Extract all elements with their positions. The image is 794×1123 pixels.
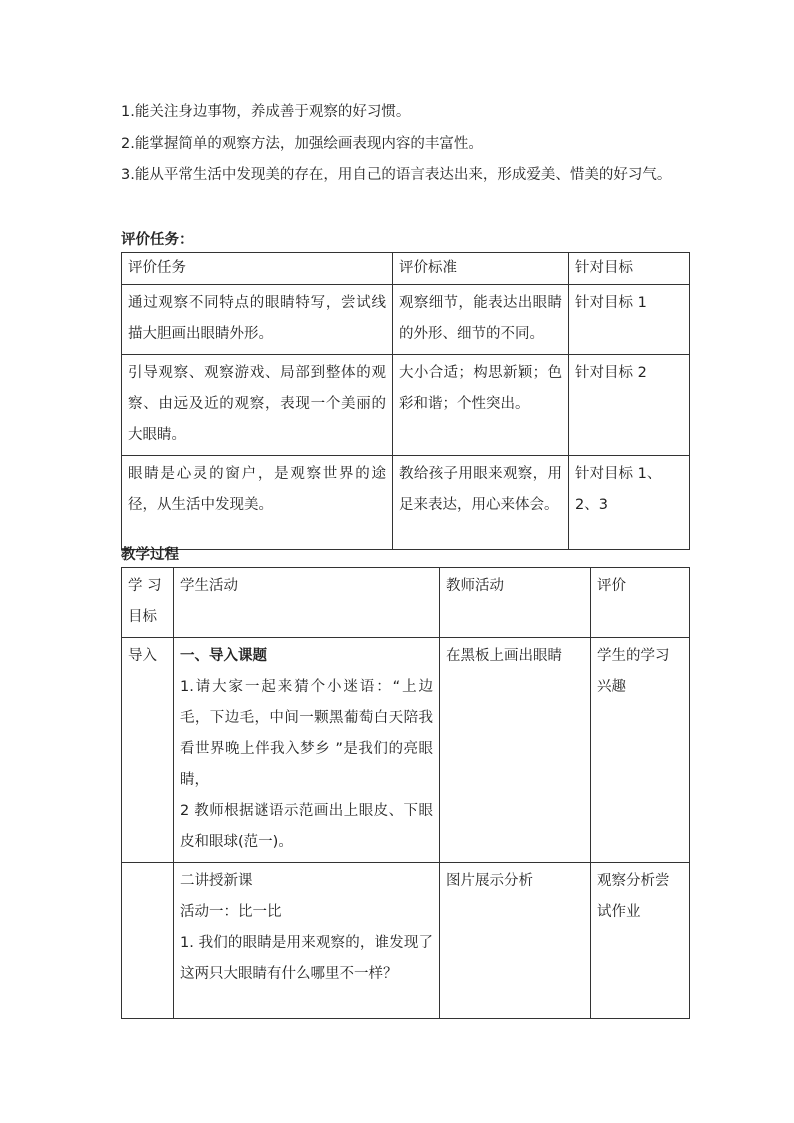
goal-1: 1.能关注身边事物，养成善于观察的好习惯。 xyxy=(121,104,411,120)
header-cell: 学 习目标 xyxy=(122,568,174,638)
activity-text: 活动一：比一比 xyxy=(180,904,282,920)
table-cell: 针对目标 2 xyxy=(569,355,690,456)
table-row xyxy=(122,456,690,550)
evaluation-cell: 学生的学习兴趣 xyxy=(591,638,690,863)
table-row xyxy=(122,355,690,456)
header-cell: 评价任务 xyxy=(122,253,393,285)
evaluation-cell: 观察分析尝试作业 xyxy=(591,863,690,1019)
table-header-row xyxy=(122,253,690,285)
header-cell: 评价标准 xyxy=(393,253,569,285)
table-row xyxy=(122,638,690,863)
table-cell: 通过观察不同特点的眼睛特写，尝试线描大胆画出眼睛外形。 xyxy=(122,285,393,355)
table-header-row xyxy=(122,568,690,638)
header-cell: 教师活动 xyxy=(440,568,591,638)
table-cell: 针对目标 1 xyxy=(569,285,690,355)
student-activity-cell xyxy=(174,638,440,863)
table-row xyxy=(122,863,690,1019)
table-cell: 针对目标 1、2、3 xyxy=(569,456,690,550)
teaching-process-heading: 教学过程 xyxy=(121,547,179,563)
table-cell: 引导观察、观察游戏、局部到整体的观察、由远及近的观察，表现一个美丽的大眼睛。 xyxy=(122,355,393,456)
teaching-process-table xyxy=(121,567,690,1019)
activity-text: 1. 我们的眼睛是用来观察的，谁发现了这两只大眼睛有什么哪里不一样？ xyxy=(180,935,433,982)
stage-cell: 导入 xyxy=(122,638,174,863)
table-row xyxy=(122,285,690,355)
goal-2: 2.能掌握简单的观察方法，加强绘画表现内容的丰富性。 xyxy=(121,136,483,152)
activity-text: 1.请大家一起来猜个小迷语：“上边毛，下边毛，中间一颗黑葡萄白天陪我看世界晚上伴我入梦乡 ”是我们的亮眼睛， xyxy=(180,679,433,788)
stage-cell xyxy=(122,863,174,1019)
teacher-activity-cell: 图片展示分析 xyxy=(440,863,591,1019)
table-cell: 眼睛是心灵的窗户，是观察世界的途径，从生活中发现美。 xyxy=(122,456,393,550)
activity-title: 二讲授新课 xyxy=(180,873,253,889)
student-activity-cell xyxy=(174,863,440,1019)
activity-text: 2 教师根据谜语示范画出上眼皮、下眼皮和眼球(范一)。 xyxy=(180,803,433,850)
header-cell: 评价 xyxy=(591,568,690,638)
header-cell: 学生活动 xyxy=(174,568,440,638)
table-cell: 观察细节，能表达出眼睛的外形、细节的不同。 xyxy=(393,285,569,355)
activity-title: 一、导入课题 xyxy=(180,648,267,664)
table-cell: 大小合适；构思新颖；色彩和谐；个性突出。 xyxy=(393,355,569,456)
goal-3: 3.能从平常生活中发现美的存在，用自己的语言表达出来，形成爱美、惜美的好习气。 xyxy=(121,167,672,183)
teacher-activity-cell: 在黑板上画出眼睛 xyxy=(440,638,591,863)
evaluation-table xyxy=(121,252,690,550)
eval-tasks-heading: 评价任务： xyxy=(121,232,194,248)
table-cell: 教给孩子用眼来观察，用足来表达，用心来体会。 xyxy=(393,456,569,550)
header-cell: 针对目标 xyxy=(569,253,690,285)
